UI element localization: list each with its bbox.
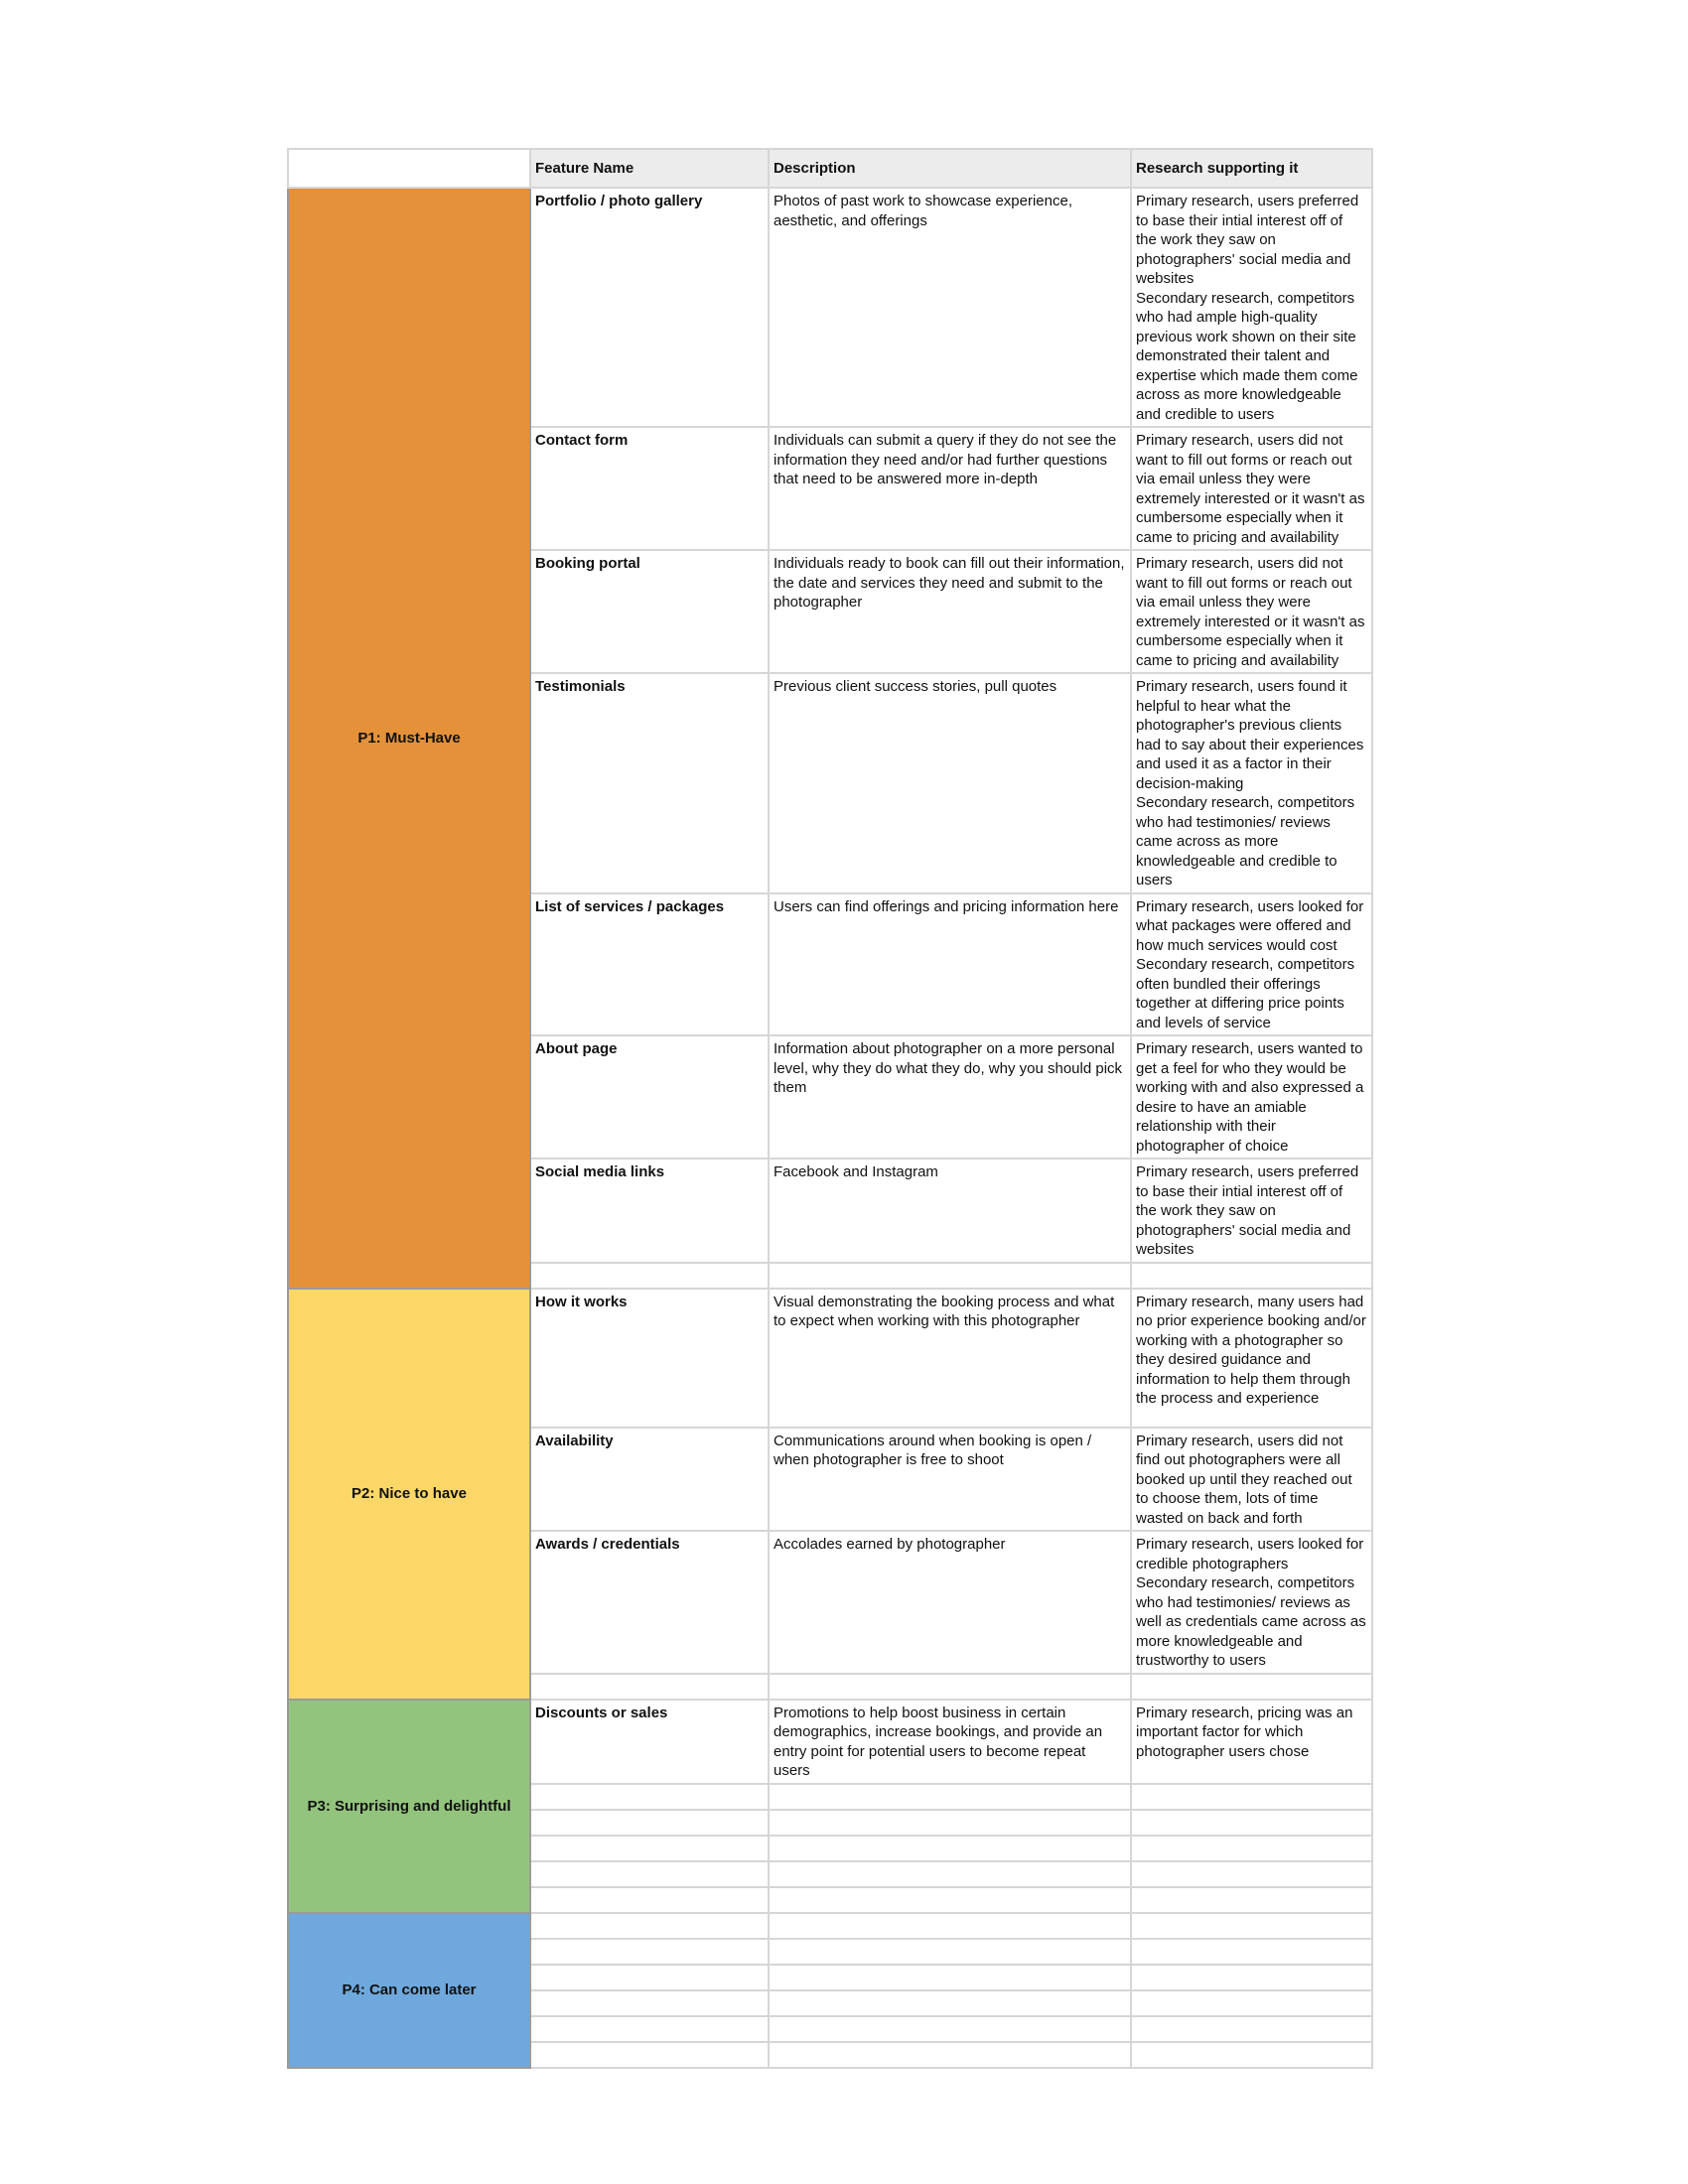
feature-prioritization-table <box>287 148 1373 2069</box>
feature-name-cell: List of services / packages <box>530 893 769 1036</box>
description-cell: Promotions to help boost business in certain demographics, increase bookings, and provide an entry point for potential users to become repeat users <box>769 1700 1131 1784</box>
feature-name-cell: How it works <box>530 1289 769 1428</box>
table-row <box>288 1289 1372 1428</box>
research-cell: Primary research, users looked for what packages were offered and how much services would cost Secondary research, competitors often bundled their offerings together at differing price points and levels of service <box>1131 893 1372 1036</box>
description-header: Description <box>769 149 1131 188</box>
description-cell: Visual demonstrating the booking process and what to expect when working with this photographer <box>769 1289 1131 1428</box>
feature-name-cell: Awards / credentials <box>530 1531 769 1674</box>
feature-name-header: Feature Name <box>530 149 769 188</box>
research-cell: Primary research, users found it helpful to hear what the photographer's previous clients had to say about their experiences and used it as a factor in their decision-making Secondary research, competitors who had testimonies/ reviews came across as more knowledgeable and credible to users <box>1131 673 1372 893</box>
description-cell: Individuals can submit a query if they do not see the information they need and/or had further questions that need to be answered more in-depth <box>769 427 1131 550</box>
priority-p4-cell: P4: Can come later <box>288 1913 530 2068</box>
research-cell: Primary research, pricing was an important factor for which photographer users chose <box>1131 1700 1372 1784</box>
description-cell: Accolades earned by photographer <box>769 1531 1131 1674</box>
research-cell: Primary research, users did not want to fill out forms or reach out via email unless they were extremely interested or it wasn't as cumbersome especially when it came to pricing and availability <box>1131 550 1372 673</box>
corner-cell <box>288 149 530 188</box>
feature-name-cell: Social media links <box>530 1159 769 1263</box>
description-cell: Individuals ready to book can fill out their information, the date and services they need and submit to the photographer <box>769 550 1131 673</box>
description-cell: Users can find offerings and pricing information here <box>769 893 1131 1036</box>
feature-name-cell: Discounts or sales <box>530 1700 769 1784</box>
table-row <box>288 188 1372 427</box>
research-cell: Primary research, users looked for credible photographers Secondary research, competitors who had testimonies/ reviews as well as credentials came across as more knowledgeable and trustworthy to users <box>1131 1531 1372 1674</box>
research-cell: Primary research, users did not find out photographers were all booked up until they reached out to choose them, lots of time wasted on back and forth <box>1131 1428 1372 1532</box>
description-cell: Facebook and Instagram <box>769 1159 1131 1263</box>
research-cell: Primary research, many users had no prior experience booking and/or working with a photographer so they desired guidance and information to help them through the process and experience <box>1131 1289 1372 1428</box>
priority-p2-cell: P2: Nice to have <box>288 1289 530 1700</box>
empty-row <box>288 1913 1372 1939</box>
research-cell: Primary research, users wanted to get a feel for who they would be working with and also expressed a desire to have an amiable relationship with their photographer of choice <box>1131 1035 1372 1159</box>
description-cell: Information about photographer on a more personal level, why they do what they do, why you should pick them <box>769 1035 1131 1159</box>
research-cell: Primary research, users preferred to base their intial interest off of the work they saw on photographers' social media and websites Secondary research, competitors who had ample high-quality previous work shown on their site demonstrated their talent and expertise which made them come across as more knowledgeable and credible to users <box>1131 188 1372 427</box>
description-cell: Previous client success stories, pull quotes <box>769 673 1131 893</box>
description-cell: Photos of past work to showcase experience, aesthetic, and offerings <box>769 188 1131 427</box>
research-cell: Primary research, users preferred to base their intial interest off of the work they saw on photographers' social media and websites <box>1131 1159 1372 1263</box>
feature-name-cell: Testimonials <box>530 673 769 893</box>
feature-name-cell: Booking portal <box>530 550 769 673</box>
research-header: Research supporting it <box>1131 149 1372 188</box>
priority-p3-cell: P3: Surprising and delightful <box>288 1700 530 1913</box>
header-row <box>288 149 1372 188</box>
feature-name-cell: Contact form <box>530 427 769 550</box>
feature-name-cell: About page <box>530 1035 769 1159</box>
feature-name-cell: Portfolio / photo gallery <box>530 188 769 427</box>
feature-name-cell: Availability <box>530 1428 769 1532</box>
research-cell: Primary research, users did not want to fill out forms or reach out via email unless they were extremely interested or it wasn't as cumbersome especially when it came to pricing and availability <box>1131 427 1372 550</box>
description-cell: Communications around when booking is open / when photographer is free to shoot <box>769 1428 1131 1532</box>
table-row <box>288 1700 1372 1784</box>
priority-p1-cell: P1: Must-Have <box>288 188 530 1289</box>
